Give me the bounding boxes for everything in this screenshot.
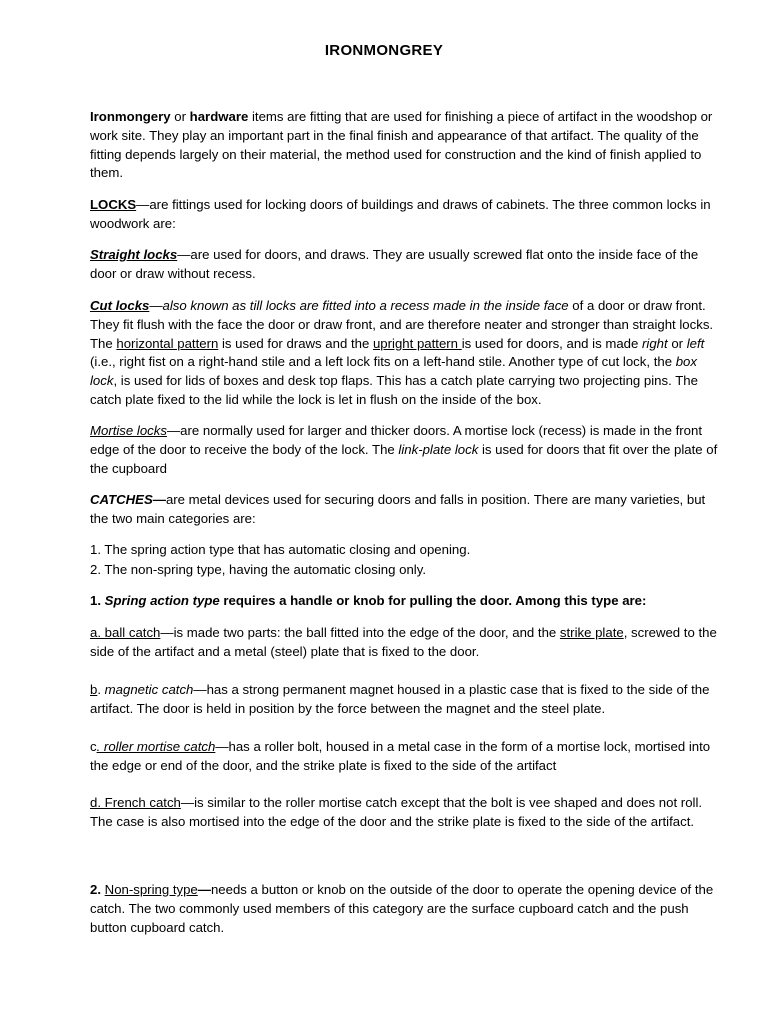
intro-text: or [170,109,190,124]
roller-catch-paragraph [90,738,722,776]
spring-action-text: requires a handle or knob for pulling the door. Among this type are: [219,593,647,608]
cut-locks-text: (i.e., right fist on a right-hand stile and a left lock fits on a left-hand stile. Another type of cut lock, the [90,354,676,370]
magnetic-catch-dot: . [97,682,105,697]
straight-locks-paragraph [90,246,722,284]
spring-action-heading: Spring action type [104,593,220,608]
cut-locks-text: is used for draws and the [218,335,373,351]
category-list-item: 2. The non-spring type, having the automatic closing only. [90,562,426,577]
mortise-locks-text: —are normally used for larger and thicker doors. A mortise lock (recess) is made in the front edge of the door to receive the body of the lock. The [90,423,702,457]
french-catch-text: —is similar to the roller mortise catch except that the bolt is vee shaped and does not roll. The case is also mortised into the edge of the door and the strike plate is fixed to the side of the artifact. [90,795,703,829]
intro-paragraph [90,108,722,183]
right-term: right [642,335,668,351]
locks-heading: LOCKS [90,197,137,212]
straight-locks-text: —are used for doors, and draws. They are usually screwed flat onto the inside face of the door or draw without recess. [90,247,699,281]
box-lock-term: box lock [90,354,697,389]
left-term: left [686,335,705,351]
page-title: IRONMONGREY [324,42,444,59]
ball-catch-text: , screwed to the side of the artifact and a metal (steel) plate that is fixed to the door. [90,625,717,659]
catches-text: are metal devices used for securing doors and falls in position. There are many varieties, but the two main categories are: [90,492,706,526]
horizontal-pattern-term: horizontal pattern [116,335,219,351]
non-spring-text: needs a button or knob on the outside of the door to operate the opening device of the catch. The two commonly used members of this category are the surface cupboard catch and the push button cupboard catch. [90,882,714,935]
intro-text: items are fitting that are used for finishing a piece of artifact in the woodshop or work site. They play an important part in the final finish and appearance of that artifact. The quality of the fitting depends largely on their material, the method used for construction and the kind of finish applied to them. [90,109,713,181]
non-spring-number: 2. [90,882,105,897]
roller-catch-text: —has a roller bolt, housed in a metal case in the form of a mortise lock, mortised into the edge or end of the door, and the strike plate is fixed to the side of the artifact [90,739,711,773]
upright-pattern-term: upright pattern [372,335,462,351]
magnetic-catch-letter: b [90,682,98,697]
cut-locks-text: or [667,335,687,351]
locks-text: —are fittings used for locking doors of buildings and draws of cabinets. The three common locks in woodwork are: [90,197,711,231]
mortise-locks-paragraph [90,422,722,478]
link-plate-lock-term: link-plate lock [398,441,479,457]
roller-catch-letter: c [90,739,97,754]
ball-catch-heading: a. ball catch [90,625,161,640]
magnetic-catch-heading: magnetic catch [104,682,194,697]
catches-paragraph [90,491,722,529]
cut-locks-text: of a door or draw front. They fit flush with the face the door or draw front, and are therefore neater and stronger than straight locks. The [90,298,714,351]
spring-number: 1. [90,593,105,608]
term-hardware: hardware [189,109,249,124]
strike-plate-term: strike plate [559,625,624,640]
term-ironmongery: Ironmongery [90,109,171,124]
cut-locks-text: —also known as till locks are fitted into a recess made in the inside face [149,298,569,313]
magnetic-catch-paragraph [90,681,722,719]
non-spring-heading: Non-spring type [104,882,198,897]
magnetic-catch-text: —has a strong permanent magnet housed in a plastic case that is fixed to the side of the artifact. The door is held in position by the force between the magnet and the steel plate. [90,682,710,716]
ball-catch-text: —is made two parts: the ball fitted into the edge of the door, and the [160,625,560,640]
roller-catch-heading: . roller mortise catch [96,739,216,754]
locks-paragraph [90,196,722,234]
ball-catch-paragraph [90,624,722,662]
category-list-item: 1. The spring action type that has automatic closing and opening. [90,542,471,557]
mortise-locks-text: is used for doors that fit over the plate of the cupboard [90,441,718,476]
cut-locks-heading: Cut locks [90,298,150,313]
french-catch-paragraph [90,794,722,832]
mortise-locks-heading: Mortise locks [90,423,167,438]
non-spring-paragraph [90,881,722,937]
non-spring-dash: — [197,882,211,897]
catches-heading: CATCHES— [90,492,166,507]
french-catch-heading: d. French catch [90,795,181,810]
cut-locks-text: , is used for lids of boxes and desk top flaps. This has a catch plate carrying two projecting pins. The catch plate fixed to the lid while the lock is let in flush on the inside of the box. [90,373,698,407]
straight-locks-heading: Straight locks [90,247,178,262]
cut-locks-paragraph [90,297,722,410]
cut-locks-text: is used for doors, and is made [461,335,643,351]
spring-action-heading-paragraph [90,592,722,611]
